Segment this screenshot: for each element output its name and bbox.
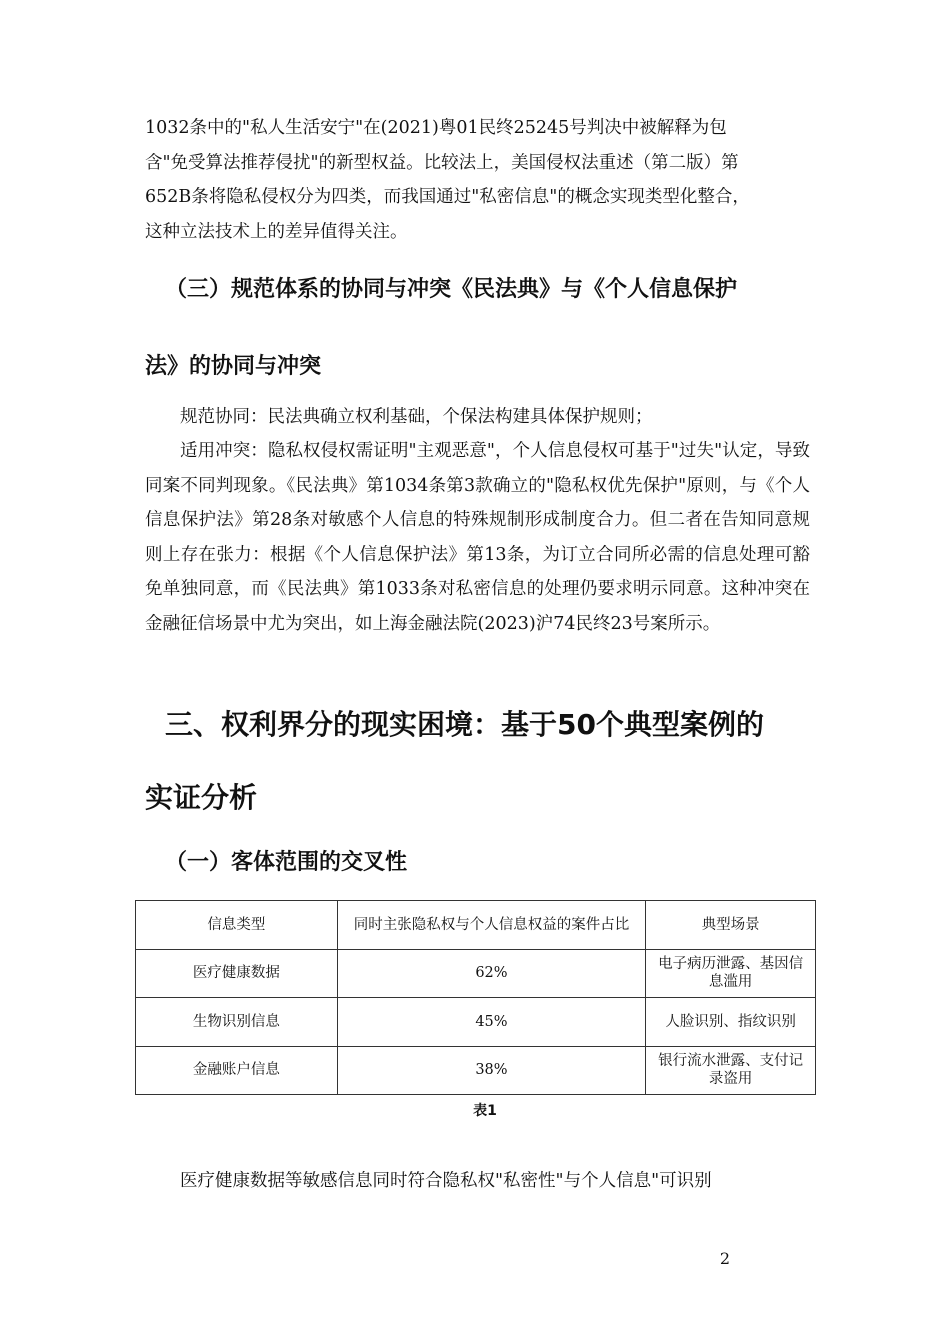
table-header-cell: 典型场景	[646, 901, 816, 950]
table-cell: 62%	[337, 949, 646, 998]
table-row	[136, 998, 816, 1047]
table-row	[136, 949, 816, 998]
closing-paragraph: 医疗健康数据等敏感信息同时符合隐私权"私密性"与个人信息"可识别	[180, 1171, 712, 1191]
intro-line: 652B条将隐私侵权分为四类，而我国通过"私密信息"的概念实现类型化整合，	[145, 187, 750, 207]
intro-paragraph	[145, 111, 810, 249]
table-caption: 表1	[473, 1103, 497, 1119]
section-three-heading-line1: 三、权利界分的现实困境：基于50个典型案例的	[165, 708, 764, 741]
section-3-3-heading-line2: 法》的协同与冲突	[145, 354, 322, 379]
conflict-paragraph: 适用冲突：隐私权侵权需证明"主观恶意"，个人信息侵权可基于"过失"认定，导致同案不同判现象。《民法典》第1034条第3款确立的"隐私权优先保护"原则，与《个人信息保护法》第28条对敏感个人信息的特殊规制形成制度合力。但二者在告知同意规则上存在张力：根据《个人信息保护法》第13条，为订立合同所必需的信息处理可豁免单独同意，而《民法典》第1033条对私密信息的处理仍要求明示同意。这种冲突在金融征信场景中尤为突出，如上海金融法院(2023)沪74民终23号案所示。	[145, 441, 810, 634]
table-cell: 医疗健康数据	[136, 949, 338, 998]
info-type-table	[135, 900, 816, 1095]
table-header-cell: 信息类型	[136, 901, 338, 950]
table-row	[136, 1046, 816, 1095]
section-3-1-heading: （一）客体范围的交叉性	[165, 850, 408, 875]
section-three-heading-line2: 实证分析	[145, 781, 258, 814]
section-3-3-heading-line1: （三）规范体系的协同与冲突《民法典》与《个人信息保护	[165, 277, 738, 302]
intro-line: 含"免受算法推荐侵扰"的新型权益。比较法上，美国侵权法重述（第二版）第	[145, 152, 739, 173]
table-cell: 45%	[337, 998, 646, 1047]
intro-line: 这种立法技术上的差异值得关注。	[145, 221, 408, 242]
table-cell: 生物识别信息	[136, 998, 338, 1047]
intro-line: 1032条中的"私人生活安宁"在(2021)粤01民终25245号判决中被解释为包	[145, 118, 727, 138]
table-cell: 人脸识别、指纹识别	[646, 998, 816, 1047]
table-cell: 金融账户信息	[136, 1046, 338, 1095]
table-header-cell: 同时主张隐私权与个人信息权益的案件占比	[337, 901, 646, 950]
synergy-paragraph: 规范协同：民法典确立权利基础，个保法构建具体保护规则；	[180, 407, 653, 427]
table-header-row	[136, 901, 816, 950]
table-cell: 38%	[337, 1046, 646, 1095]
table-cell: 电子病历泄露、基因信息滥用	[646, 949, 816, 998]
table-cell: 银行流水泄露、支付记录盗用	[646, 1046, 816, 1095]
page-number: 2	[719, 1249, 730, 1268]
